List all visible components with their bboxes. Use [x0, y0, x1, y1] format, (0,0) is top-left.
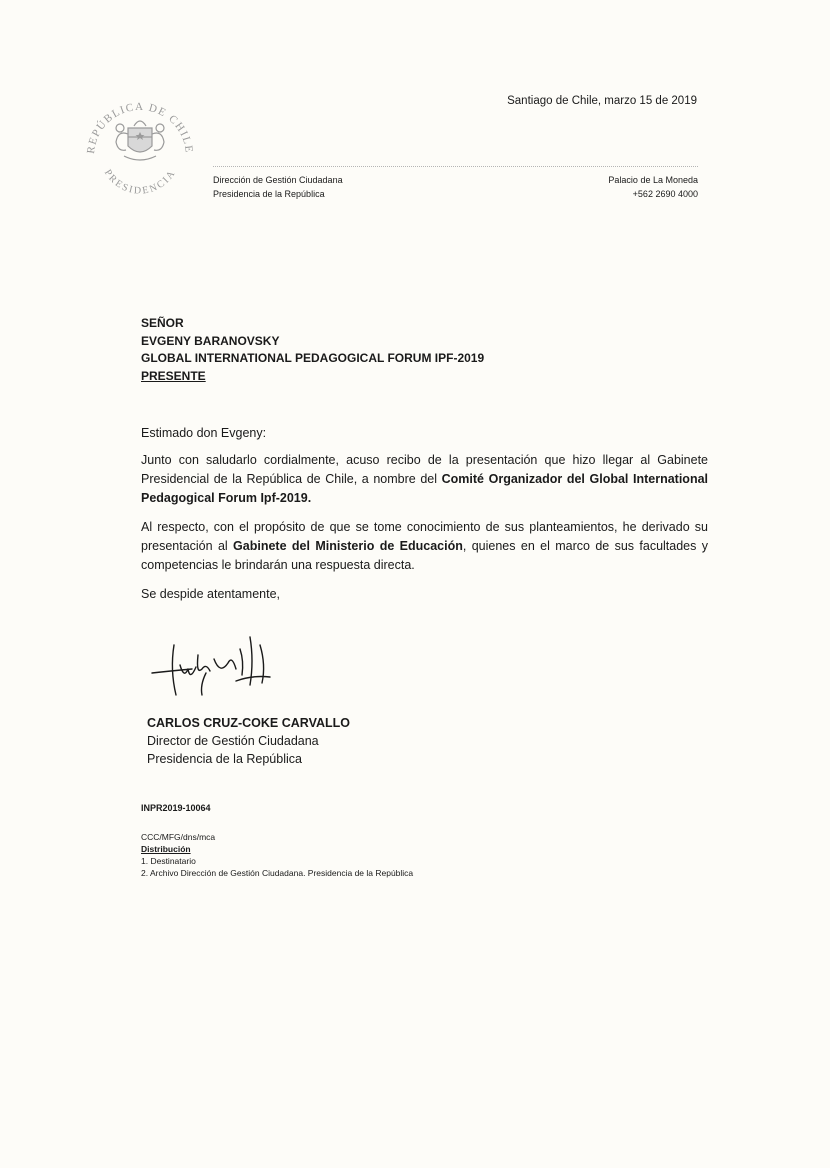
signer-title: Director de Gestión Ciudadana [147, 734, 319, 748]
paragraph-1-bold: Comité Organizador del Global International Pedagogical Forum Ipf-2019. [141, 472, 708, 505]
paragraph-1 [141, 451, 708, 508]
handwritten-signature [140, 625, 290, 700]
coat-of-arms-icon [116, 121, 164, 160]
paragraph-2-bold: Gabinete del Ministerio de Educación [233, 539, 463, 553]
distribution-title: Distribución [141, 844, 191, 854]
sender-contact [608, 173, 698, 201]
addressee-presente: PRESENTE [141, 368, 206, 383]
paragraph-2-text-a: Al respecto, con el propósito de que se tome conocimiento de sus planteamientos, he derivado su presentación al [141, 520, 708, 553]
paragraph-2-text-b: , quienes en el marco de sus facultades y competencias le brindarán una respuesta directa. [141, 539, 708, 572]
signer-block [147, 714, 350, 768]
addressee-name: EVGENY BARANOVSKY [141, 333, 280, 348]
sender-office-line1: Dirección de Gestión Ciudadana [213, 175, 343, 185]
seal-bottom-text: PRESIDENCIA [101, 167, 179, 197]
addressee-org: GLOBAL INTERNATIONAL PEDAGOGICAL FORUM IPF-2019 [141, 351, 485, 365]
header-divider [213, 166, 698, 167]
sender-office-line2: Presidencia de la República [213, 189, 325, 199]
distribution-item: 2. Archivo Dirección de Gestión Ciudadana. Presidencia de la República [141, 868, 414, 878]
closing-line: Se despide atentamente, [141, 587, 280, 601]
initials: CCC/MFG/dns/mca [141, 832, 216, 842]
sender-phone: +562 2690 4000 [632, 189, 698, 199]
paragraph-2 [141, 518, 708, 575]
signer-name: CARLOS CRUZ-COKE CARVALLO [147, 716, 351, 730]
svg-text:PRESIDENCIA [102, 168, 178, 197]
sender-office [213, 173, 343, 201]
presidential-seal [80, 90, 200, 210]
addressee-title: SEÑOR [141, 316, 184, 330]
sender-address: Palacio de La Moneda [608, 175, 698, 185]
distribution-block [141, 831, 413, 879]
reference-number: INPR2019-10064 [141, 803, 211, 813]
salutation: Estimado don Evgeny: [141, 426, 267, 440]
distribution-item: 1. Destinatario [141, 856, 196, 866]
letter-date: Santiago de Chile, marzo 15 de 2019 [507, 95, 697, 107]
paragraph-1-text: Junto con saludarlo cordialmente, acuso recibo de la presentación que hizo llegar al Gabinete Presidencial de la República de Chile, a nombre del [141, 453, 708, 486]
seal-top-text: REPÚBLICA DE CHILE [84, 100, 196, 155]
addressee-block [141, 315, 484, 385]
signer-org: Presidencia de la República [147, 752, 302, 766]
